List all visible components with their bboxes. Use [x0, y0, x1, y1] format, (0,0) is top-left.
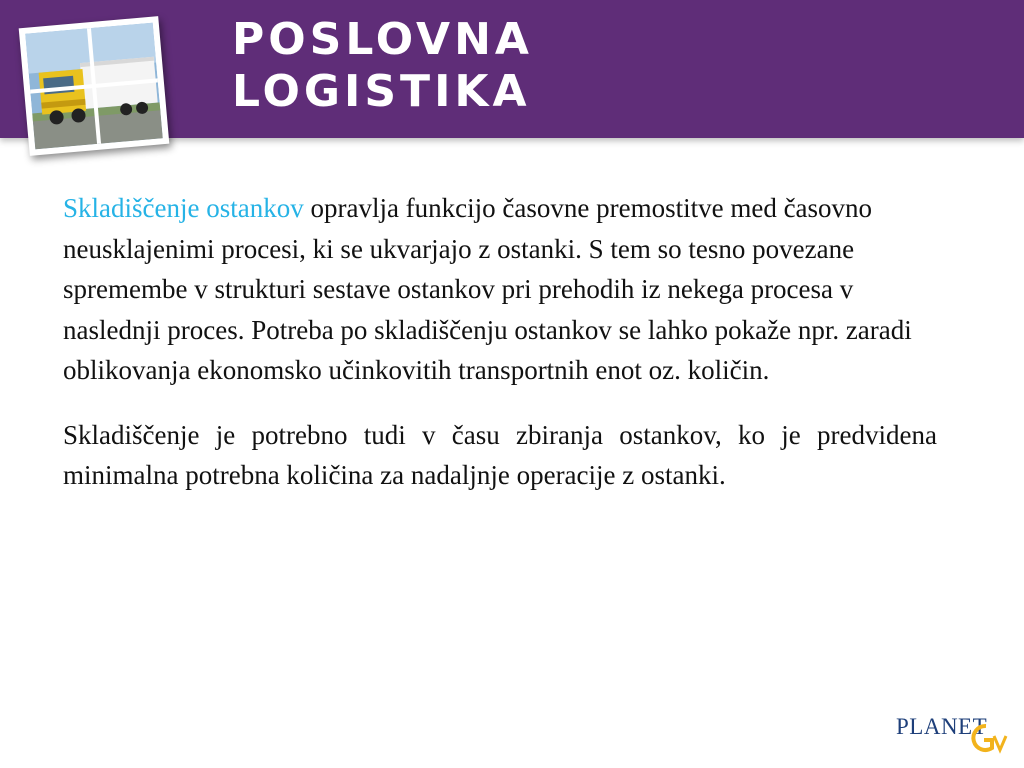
- logo-text: PLANET: [896, 714, 988, 739]
- paragraph-2: Skladiščenje je potrebno tudi v času zbiranja ostankov, ko je predvidena minimalna potrebna količina za nadaljnje operacije z ostanki.: [63, 419, 937, 490]
- gv-mark-icon: [966, 722, 1012, 756]
- truck-photo: [19, 16, 170, 156]
- slide-title: [232, 14, 533, 118]
- title-line-2: LOGISTIKA: [232, 66, 531, 117]
- truck-image: [25, 23, 163, 150]
- planet-logo: [896, 712, 1014, 756]
- title-line-1: POSLOVNA: [232, 14, 533, 65]
- highlight-term: Skladiščenje ostankov: [63, 193, 304, 223]
- paragraph-1: [63, 188, 937, 391]
- slide-body: [63, 188, 937, 496]
- paragraph-1-text: opravlja funkcijo časovne premostitve med časovno neusklajenimi procesi, ki se ukvarjajo z ostanki. S tem so tesno povezane spremembe v strukturi sestave ostankov pri prehodih iz nekega procesa v naslednji proces. Potreba po skladiščenju ostankov se lahko pokaže npr. zaradi oblikovanja ekonomsko učinkovitih transportnih enot oz. količin.: [63, 193, 912, 385]
